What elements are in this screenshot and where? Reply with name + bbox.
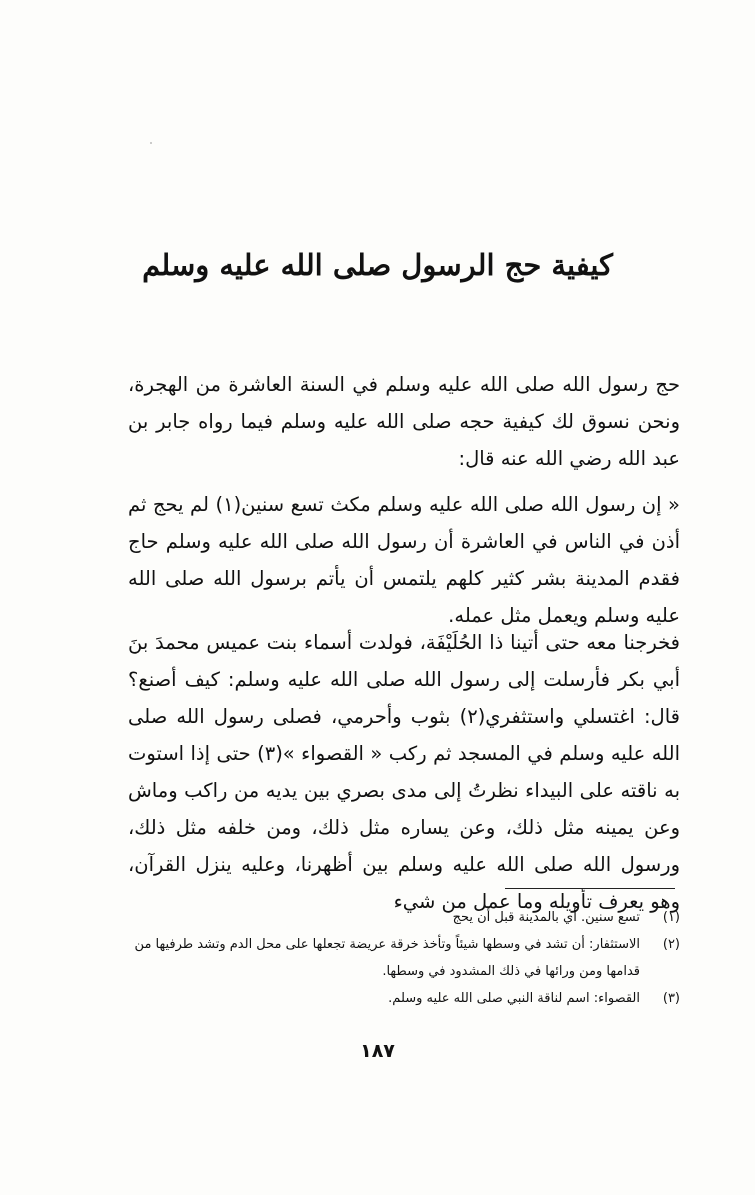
footnote-item	[128, 985, 680, 1012]
footnote-number: (٣)	[662, 991, 680, 1006]
footnotes	[128, 904, 680, 1012]
footnote-item	[128, 904, 680, 931]
paragraph-hadith-start: « إن رسول الله صلى الله عليه وسلم مكث تسع سنين(١) لم يحج ثم أذن في الناس في العاشرة أن رسول الله صلى الله عليه وسلم حاج فقدم المدينة بشر كثير كلهم يلتمس أن يأتم برسول الله صلى الله عليه وسلم ويعمل مثل عمله.	[128, 493, 680, 627]
footnote-text: القصواء: اسم لناقة النبي صلى الله عليه وسلم.	[388, 991, 640, 1006]
footnote-number: (٢)	[662, 937, 680, 952]
footnote-text: الاستثفار: أن تشد في وسطها شيئاً وتأخذ خرقة عريضة تجعلها على محل الدم وتشد طرفيها من قدامها ومن ورائها في ذلك المشدود في وسطها.	[134, 937, 640, 979]
footnote-number: (١)	[662, 910, 680, 925]
scan-speck	[150, 142, 152, 144]
page-title: كيفية حج الرسول صلى الله عليه وسلم	[142, 248, 613, 282]
footnote-text: تسع سنين. أي بالمدينة قبل أن يحج	[452, 910, 640, 925]
footnote-divider	[505, 888, 675, 889]
paragraph-journey: فخرجنا معه حتى أتينا ذا الحُلَيْفَة، فولدت أسماء بنت عميس محمدَ بنَ أبي بكر فأرسلت إلى رسول الله صلى الله عليه وسلم: كيف أصنع؟ قال: اغتسلي واستثفري(٢) بثوب وأحرمي، فصلى رسول الله صلى الله عليه وسلم في المسجد ثم ركب « القصواء »(٣) حتى إذا استوت به ناقته على البيداء نظرتُ إلى مدى بصري بين يديه من راكب وماش وعن يمينه مثل ذلك، وعن يساره مثل ذلك، ومن خلفه مثل ذلك، ورسول الله صلى الله عليه وسلم بين أظهرنا، وعليه ينزل القرآن، وهو يعرف تأويله وما عمل من شيء	[128, 631, 680, 913]
paragraph-intro: حج رسول الله صلى الله عليه وسلم في السنة العاشرة من الهجرة، ونحن نسوق لك كيفية حجه صلى الله عليه وسلم فيما رواه جابر بن عبد الله رضي الله عنه قال:	[128, 373, 680, 470]
page-number: ١٨٧	[360, 1040, 395, 1062]
footnote-item	[128, 931, 680, 985]
